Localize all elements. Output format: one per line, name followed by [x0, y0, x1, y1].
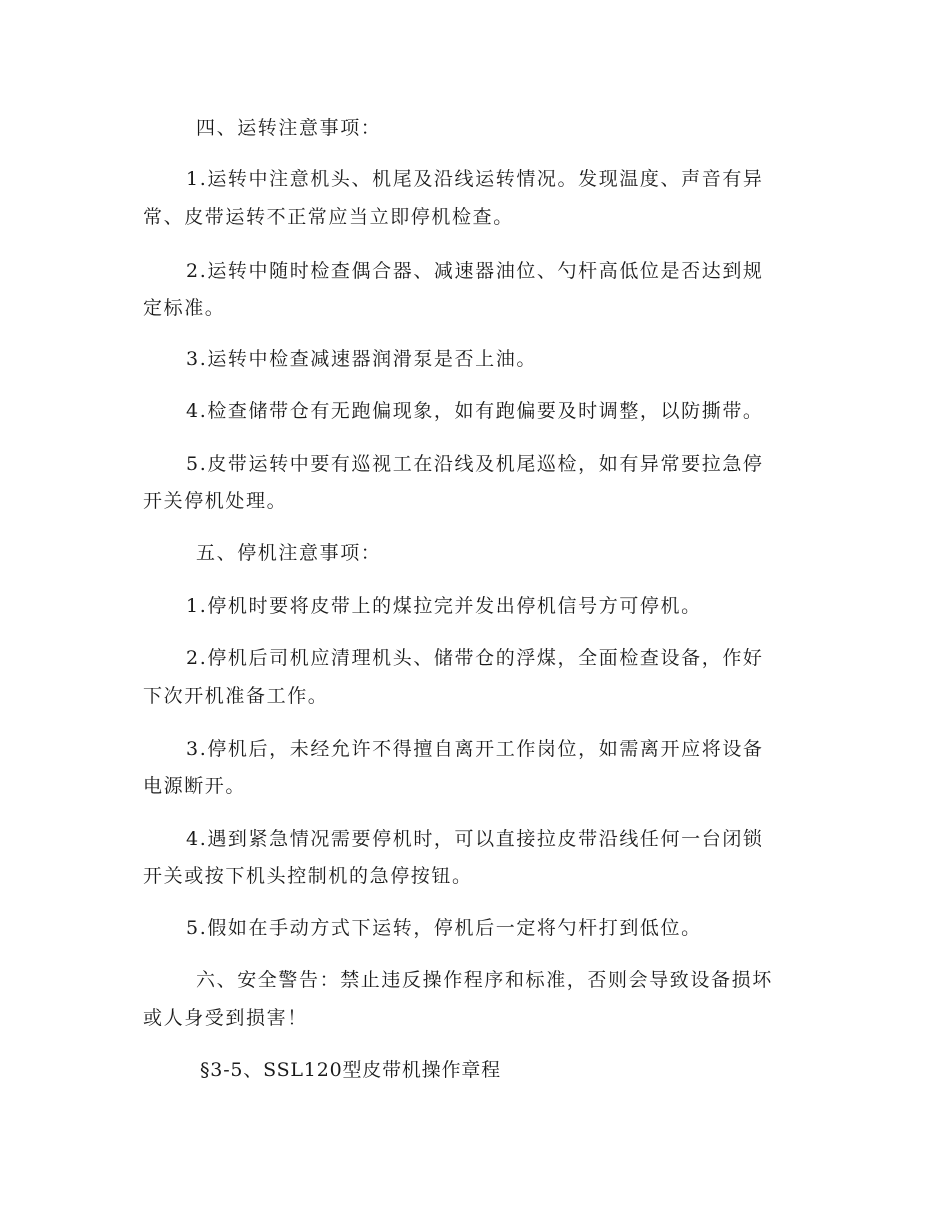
- section6-warning-line2: 或人身受到损害！: [143, 1007, 308, 1029]
- section4-item1-line1: 1.运转中注意机头、机尾及沿线运转情况。发现温度、声音有异: [186, 168, 764, 190]
- section5-item4-line2: 开关或按下机头控制机的急停按钮。: [143, 865, 473, 887]
- section4-item5-line1: 5.皮带运转中要有巡视工在沿线及机尾巡检，如有异常要拉急停: [186, 453, 764, 475]
- section5-item2-line2: 下次开机准备工作。: [143, 685, 329, 707]
- section4-item4: 4.检查储带仓有无跑偏现象，如有跑偏要及时调整，以防撕带。: [186, 400, 764, 422]
- section5-item4-line1: 4.遇到紧急情况需要停机时，可以直接拉皮带沿线任何一台闭锁: [186, 828, 764, 850]
- section4-item2-line1: 2.运转中随时检查偶合器、减速器油位、勺杆高低位是否达到规: [186, 260, 764, 282]
- section4-item3: 3.运转中检查减速器润滑泵是否上油。: [186, 348, 537, 370]
- next-section-title: §3-5、SSL120型皮带机操作章程: [200, 1059, 501, 1081]
- section5-item3-line1: 3.停机后，未经允许不得擅自离开工作岗位，如需离开应将设备: [186, 738, 764, 760]
- section4-heading: 四、运转注意事项：: [196, 117, 382, 139]
- section4-item2-line2: 定标准。: [143, 297, 226, 319]
- section5-item1: 1.停机时要将皮带上的煤拉完并发出停机信号方可停机。: [186, 595, 702, 617]
- section5-item2-line1: 2.停机后司机应清理机头、储带仓的浮煤，全面检查设备，作好: [186, 647, 764, 669]
- section4-item1-line2: 常、皮带运转不正常应当立即停机检查。: [143, 206, 514, 228]
- section6-warning-line1: 六、安全警告：禁止违反操作程序和标准，否则会导致设备损坏: [196, 969, 773, 991]
- section5-item5: 5.假如在手动方式下运转，停机后一定将勺杆打到低位。: [186, 917, 702, 939]
- section5-item3-line2: 电源断开。: [143, 775, 247, 797]
- section4-item5-line2: 开关停机处理。: [143, 490, 288, 512]
- section5-heading: 五、停机注意事项：: [196, 542, 382, 564]
